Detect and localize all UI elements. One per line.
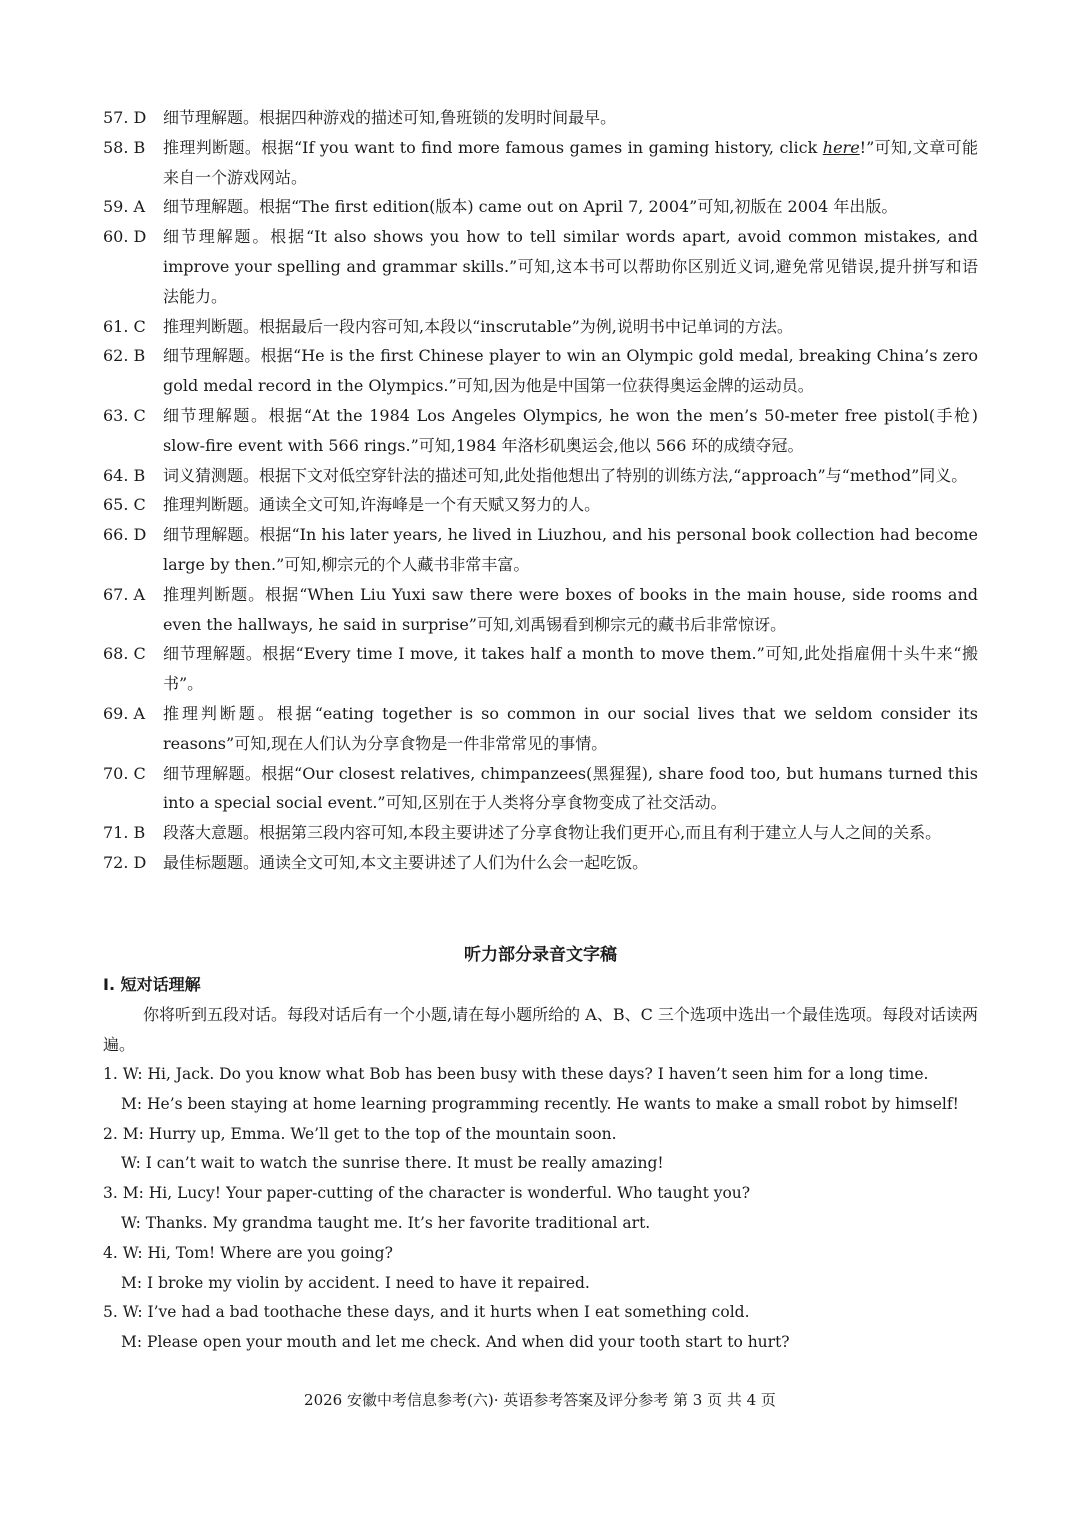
dialogue-number: 2.	[103, 1124, 123, 1143]
answer-list	[103, 103, 978, 878]
answer-number: 70. C	[103, 763, 146, 783]
answer-number: 57. D	[103, 108, 147, 127]
dialogue-number: 3.	[103, 1184, 123, 1203]
answer-item	[103, 103, 978, 133]
speaker-label: W	[122, 1303, 138, 1322]
dialogue-line: M: He’s been staying at home learning programming recently. He wants to make a small robot by himself!	[121, 1094, 959, 1113]
answer-number: 66. D	[103, 525, 147, 545]
speaker-label: W	[122, 1065, 138, 1083]
explanation-text: 推理判断题。根据“If you want to find more famous games in gaming history, click	[163, 137, 823, 157]
answer-explanation: 细节理解题。根据“At the 1984 Los Angeles Olympics, he won the men’s 50-meter free pistol(手枪) slow-fire event with 566 rings.”可知,1984 年洛杉矶奥运会,他以 566 环的成绩夺冠。	[163, 405, 978, 455]
dialogue-text: I can’t wait to watch the sunrise there. It must be really amazing!	[145, 1154, 664, 1173]
dialogue-line: M: Please open your mouth and let me check. And when did your tooth start to hurt?	[121, 1333, 790, 1352]
speaker-label: W	[121, 1154, 136, 1173]
answer-item	[103, 699, 978, 759]
answer-explanation: 最佳标题题。通读全文可知,本文主要讲述了人们为什么会一起吃饭。	[163, 852, 649, 872]
answer-number: 65. C	[103, 495, 146, 515]
answer-item	[103, 312, 978, 342]
dialogue-text: I broke my violin by accident. I need to have it repaired.	[147, 1273, 590, 1292]
dialogue-line: W: Thanks. My grandma taught me. It’s her favorite traditional art.	[121, 1213, 651, 1232]
speaker-label: M	[121, 1094, 137, 1113]
speaker-label: W	[122, 1243, 138, 1262]
answer-item	[103, 759, 978, 819]
answer-item	[103, 818, 978, 848]
section-instructions: 你将听到五段对话。每段对话后有一个小题,请在每小题所给的 A、B、C 三个选项中选出一个最佳选项。每段对话读两遍。	[103, 1005, 978, 1054]
answer-item	[103, 580, 978, 640]
dialogue-number: 4.	[103, 1243, 123, 1262]
answer-item	[103, 490, 978, 520]
answer-item	[103, 520, 978, 580]
answer-explanation: 推理判断题。根据“eating together is so common in our social lives that we seldom consider its reasons”可知,现在人们认为分享食物是一件非常常见的事情。	[163, 703, 978, 753]
dialogue-text: Hi, Jack. Do you know what Bob has been busy with these days? I haven’t seen him for a long time.	[147, 1065, 929, 1083]
answer-explanation: 细节理解题。根据四种游戏的描述可知,鲁班锁的发明时间最早。	[163, 108, 617, 127]
dialogue-line: 4. W: Hi, Tom! Where are you going?	[103, 1243, 393, 1262]
answer-number: 58. B	[103, 137, 146, 157]
dialogue-text: Hi, Lucy! Your paper-cutting of the character is wonderful. Who taught you?	[148, 1184, 751, 1203]
dialogue-line: 2. M: Hurry up, Emma. We’ll get to the top of the mountain soon.	[103, 1124, 617, 1143]
dialogue-transcript	[103, 1060, 978, 1358]
dialogue-number: 1.	[103, 1065, 123, 1083]
answer-number: 69. A	[103, 703, 146, 723]
answer-explanation: 推理判断题。根据最后一段内容可知,本段以“inscrutable”为例,说明书中记单词的方法。	[163, 316, 793, 336]
dialogue-line: 5. W: I’ve had a bad toothache these days, and it hurts when I eat something cold.	[103, 1303, 750, 1322]
listening-transcript-heading: 听力部分录音文字稿	[464, 945, 617, 965]
answer-explanation: 词义猜测题。根据下文对低空穿针法的描述可知,此处指他想出了特别的训练方法,“approach”与“method”同义。	[163, 465, 968, 485]
answer-number: 64. B	[103, 465, 146, 485]
answer-explanation: 推理判断题。通读全文可知,许海峰是一个有天赋又努力的人。	[163, 495, 601, 515]
dialogue-line: 1. W: Hi, Jack. Do you know what Bob has been busy with these days? I haven’t seen him for a long time.	[103, 1065, 929, 1083]
dialogue-text: He’s been staying at home learning programming recently. He wants to make a small robot by himself!	[147, 1094, 959, 1113]
answer-explanation: 细节理解题。根据“It also shows you how to tell similar words apart, avoid common mistakes, and improve your spelling and grammar skills.”可知,这本书可以帮助你区别近义词,避免常见错误,提升拼写和语法能力。	[163, 227, 978, 306]
answer-number: 72. D	[103, 852, 147, 872]
dialogue-text: Hi, Tom! Where are you going?	[147, 1243, 393, 1262]
dialogue-text: Thanks. My grandma taught me. It’s her favorite traditional art.	[145, 1213, 651, 1232]
dialogue-text: I’ve had a bad toothache these days, and it hurts when I eat something cold.	[147, 1303, 750, 1322]
answer-explanation: 推理判断题。根据“When Liu Yuxi saw there were boxes of books in the main house, side rooms and even the hallways, he said in surprise”可知,刘禹锡看到柳宗元的藏书后非常惊讶。	[163, 584, 978, 634]
dialogue-text: Please open your mouth and let me check. And when did your tooth start to hurt?	[147, 1333, 790, 1352]
dialogue-line: W: I can’t wait to watch the sunrise there. It must be really amazing!	[121, 1154, 664, 1173]
dialogue-line: 3. M: Hi, Lucy! Your paper-cutting of the character is wonderful. Who taught you?	[103, 1184, 751, 1203]
answer-number: 68. C	[103, 644, 146, 664]
answer-number: 60. D	[103, 227, 147, 247]
answer-number: 63. C	[103, 405, 146, 425]
answer-item	[103, 848, 978, 878]
answer-explanation	[163, 133, 978, 193]
answer-explanation: 细节理解题。根据“Our closest relatives, chimpanzees(黑猩猩), share food too, but humans turned this into a special social event.”可知,区别在于人类将分享食物变成了社交活动。	[163, 763, 978, 813]
answer-explanation: 细节理解题。根据“The first edition(版本) came out on April 7, 2004”可知,初版在 2004 年出版。	[163, 197, 898, 217]
speaker-label: M	[121, 1273, 137, 1292]
answer-explanation: 细节理解题。根据“In his later years, he lived in Liuzhou, and his personal book collection had become large by then.”可知,柳宗元的个人藏书非常丰富。	[163, 525, 978, 574]
section-title: Ⅰ. 短对话理解	[103, 975, 201, 994]
answer-explanation: 细节理解题。根据“He is the first Chinese player to win an Olympic gold medal, breaking China’s zero gold medal record in the Olympics.”可知,因为他是中国第一位获得奥运金牌的运动员。	[163, 346, 978, 396]
dialogue-line: M: I broke my violin by accident. I need to have it repaired.	[121, 1273, 590, 1292]
speaker-label: M	[121, 1333, 137, 1352]
speaker-label: M	[122, 1124, 139, 1143]
answer-number: 59. A	[103, 197, 146, 217]
speaker-label: W	[121, 1213, 136, 1232]
answer-item	[103, 461, 978, 491]
answer-item	[103, 222, 978, 311]
emphasized-word: here	[822, 137, 860, 157]
answer-item	[103, 192, 978, 222]
speaker-label: M	[122, 1184, 139, 1203]
answer-number: 62. B	[103, 346, 146, 366]
answer-item	[103, 133, 978, 193]
dialogue-number: 5.	[103, 1303, 123, 1322]
answer-explanation: 段落大意题。根据第三段内容可知,本段主要讲述了分享食物让我们更开心,而且有利于建立人与人之间的关系。	[163, 823, 942, 843]
answer-item	[103, 639, 978, 699]
answer-number: 71. B	[103, 823, 146, 843]
answer-number: 67. A	[103, 584, 146, 604]
answer-explanation: 细节理解题。根据“Every time I move, it takes half a month to move them.”可知,此处指雇佣十头牛来“搬书”。	[163, 644, 978, 694]
answer-item	[103, 401, 978, 461]
dialogue-text: Hurry up, Emma. We’ll get to the top of the mountain soon.	[148, 1124, 617, 1143]
answer-number: 61. C	[103, 316, 146, 336]
page-footer: 2026 安徽中考信息参考(六)· 英语参考答案及评分参考 第 3 页 共 4 页	[304, 1391, 776, 1409]
answer-item	[103, 341, 978, 401]
explanation-text: !”可知,文章可能来自一个游戏网站。	[163, 137, 978, 187]
